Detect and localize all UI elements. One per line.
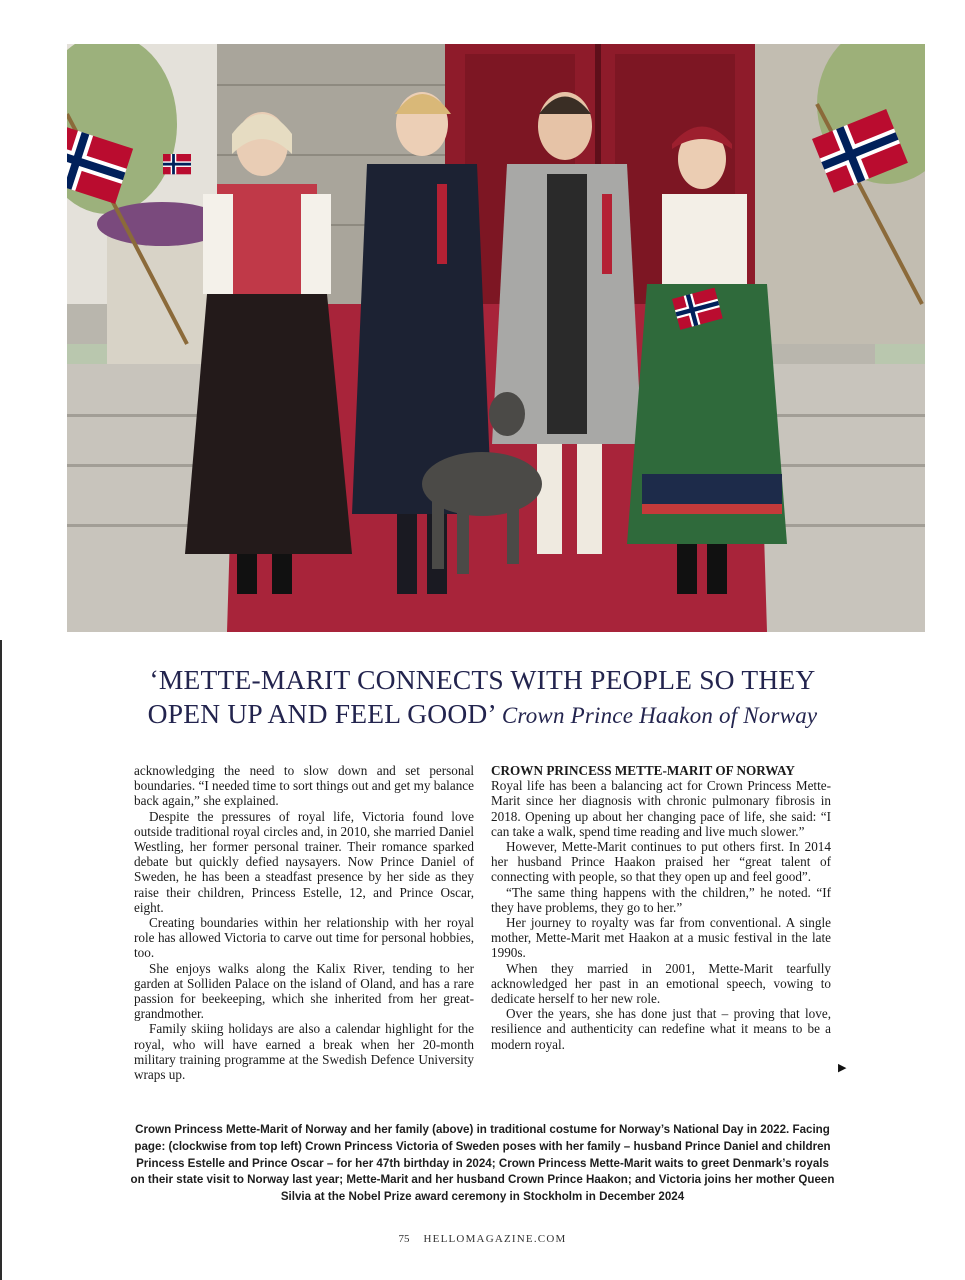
paragraph: “The same thing happens with the children,” he noted. “If they have problems, they go to her.”: [491, 884, 831, 915]
photo-caption: Crown Princess Mette-Marit of Norway and her family (above) in traditional costume for Norway’s National Day in 2022. Facing page: (clockwise from top left) Crown Princess Victoria of Sweden poses with her family – husband Prince Daniel and children Princess Estelle and Prince Oscar – for her 47th birthday in 2024; Crown Princess Mette-Marit waits to greet Denmark’s royals on their state visit to Norway last year; Mette-Marit and her husband Crown Prince Haakon; and Victoria joins her mother Queen Silvia at the Nobel Prize award ceremony in Stockholm in December 2024: [130, 1123, 835, 1204]
article-right-column: [491, 763, 831, 1052]
paragraph: She enjoys walks along the Kalix River, tending to her garden at Solliden Palace on the island of Oland, and has a rare passion for beekeeping, which she inherited from her great-grandmother.: [134, 960, 474, 1022]
pull-quote-text: OPEN UP AND FEEL GOOD’: [147, 698, 495, 729]
continue-arrow-icon: ▶: [838, 1061, 847, 1074]
paragraph: When they married in 2001, Mette-Marit tearfully acknowledged her past in an emotional speech, vowing to dedicate herself to her new role.: [491, 960, 831, 1007]
section-heading: CROWN PRINCESS METTE-MARIT OF NORWAY: [491, 763, 795, 778]
paragraph: However, Mette-Marit continues to put others first. In 2014 her husband Prince Haakon praised her “great talent of connecting with people, so that they open up and feel good”.: [491, 839, 831, 885]
paragraph: Despite the pressures of royal life, Victoria found love outside traditional royal circles and, in 2010, she married Daniel Westling, her former personal trainer. Their romance sparked debate but quickly defied naysayers. Now Prince Daniel of Sweden, he has been a steadfast presence by her side as they raise their children, Princess Estelle, 12, and Prince Oscar, eight.: [134, 808, 474, 915]
paragraph: Family skiing holidays are also a calendar highlight for the royal, who will have earned a break when her 20-month military training programme at the Swedish Defence University wraps up.: [134, 1021, 474, 1083]
page-footer: [0, 1233, 965, 1245]
paragraph: acknowledging the need to slow down and set personal boundaries. “I needed time to sort things out and get my balance back again,” she explained.: [134, 763, 474, 809]
family-photo: [67, 44, 925, 632]
paragraph: Over the years, she has done just that – proving that love, resilience and authenticity can redefine what it means to be a modern royal.: [491, 1006, 831, 1052]
article-left-column: [134, 763, 474, 1082]
page-number: 75: [398, 1233, 410, 1245]
paragraph: Royal life has been a balancing act for Crown Princess Mette-Marit since her diagnosis with chronic pulmonary fibrosis in 2018. Opening up about her changing pace of life, she said: “I can take a walk, spend time reading and live much slower.”: [491, 778, 831, 839]
paragraph: Her journey to royalty was far from conventional. A single mother, Mette-Marit met Haakon at a music festival in the late 1990s.: [491, 915, 831, 961]
site-name: HELLOMAGAZINE.COM: [423, 1233, 567, 1245]
pull-quote-line-1: ‘METTE-MARIT CONNECTS WITH PEOPLE SO THEY: [149, 664, 816, 695]
pull-quote-attribution: Crown Prince Haakon of Norway: [501, 703, 818, 728]
paragraph: Creating boundaries within her relationship with her royal role has allowed Victoria to carve out time for personal hobbies, too.: [134, 915, 474, 961]
pull-quote-line-2: [70, 697, 895, 733]
page-edge-rule: [0, 640, 2, 1280]
